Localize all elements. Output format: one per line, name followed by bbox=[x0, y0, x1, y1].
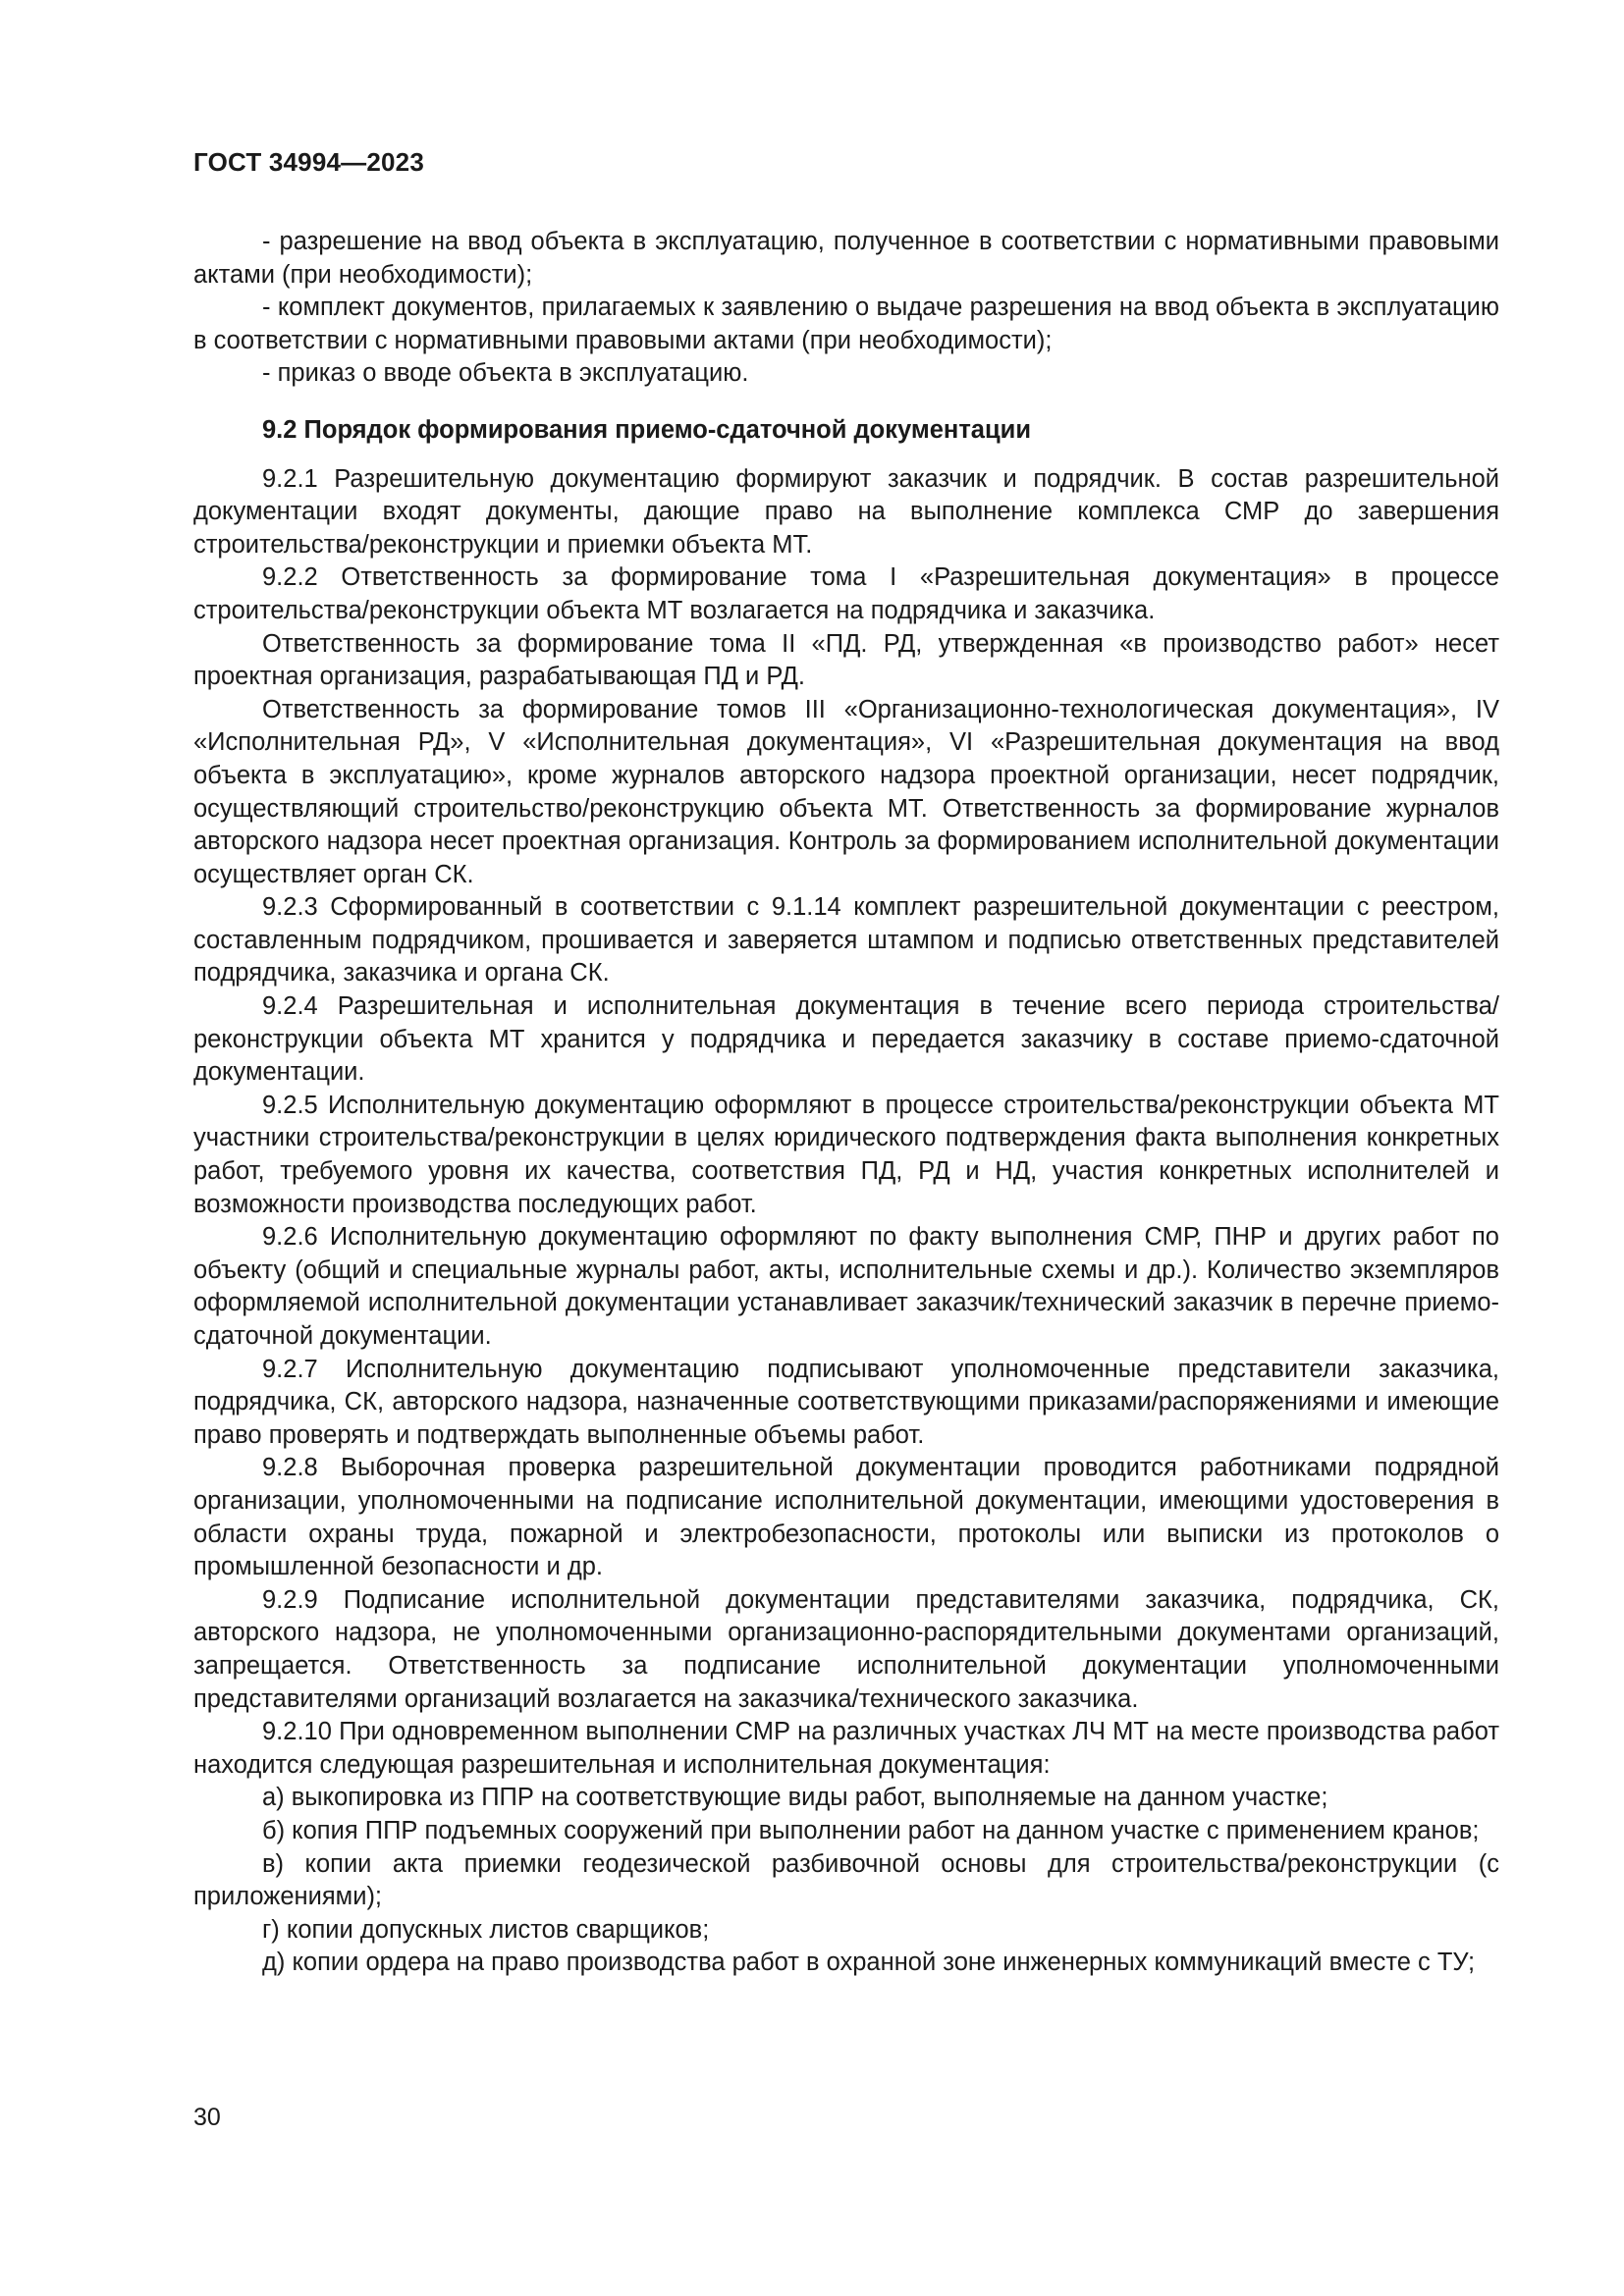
list-item: - разрешение на ввод объекта в эксплуатацию, полученное в соответствии с нормативными правовыми актами (при необходимости); bbox=[193, 228, 1499, 289]
paragraph-9-2-1: 9.2.1 Разрешительную документацию формируют заказчик и подрядчик. В состав разрешительной документации входят документы, дающие право на выполнение комплекса СМР до завершения строительства/реконструкции и приемки объекта МТ. bbox=[193, 464, 1499, 559]
paragraph-volume-ii: Ответственность за формирование тома II «ПД. РД, утвержденная «в производство работ» несет проектная организация, разрабатывающая ПД и РД. bbox=[193, 629, 1499, 691]
document-body bbox=[193, 226, 1499, 1980]
list-item-v: в) копии акта приемки геодезической разбивочной основы для строительства/реконструкции (с приложениями); bbox=[193, 1849, 1499, 1911]
list-item-a: а) выкопировка из ППР на соответствующие виды работ, выполняемые на данном участке; bbox=[262, 1784, 1328, 1812]
paragraph-9-2-6: 9.2.6 Исполнительную документацию оформляют по факту выполнения СМР, ПНР и других работ по объекту (общий и специальные журналы работ, акты, исполнительные схемы и др.). Количество экземпляров оформляемой исполнительной документации устанавливает заказчик/технический заказчик в перечне приемо-сдаточной документации. bbox=[193, 1223, 1499, 1350]
section-title: 9.2 Порядок формирования приемо-сдаточной документации bbox=[262, 415, 1032, 444]
list-item: - приказ о вводе объекта в эксплуатацию. bbox=[262, 359, 749, 388]
paragraph-volumes-iii-vi: Ответственность за формирование томов III «Организационно-технологическая документация», IV «Исполнительная РД», V «Исполнительная документация», VI «Разрешительная документация на ввод объекта в эксплуатацию», кроме журналов авторского надзора проектной организации, несет подрядчик, осуществляющий строительство/реконструкцию объекта МТ. Ответственность за формирование журналов авторского надзора несет проектная организация. Контроль за формированием исполнительной документации осуществляет орган СК. bbox=[193, 695, 1499, 888]
paragraph-9-2-2: 9.2.2 Ответственность за формирование тома I «Разрешительная документация» в процессе строительства/реконструкции объекта МТ возлагается на подрядчика и заказчика. bbox=[193, 563, 1499, 624]
paragraph-9-2-9: 9.2.9 Подписание исполнительной документации представителями заказчика, подрядчика, СК, авторского надзора, не уполномоченными организационно-распорядительными документами организаций, запрещается. Ответственность за подписание исполнительной документации уполномоченными представителями организаций возлагается на заказчика/технического заказчика. bbox=[193, 1585, 1499, 1713]
paragraph-9-2-4: 9.2.4 Разрешительная и исполнительная документация в течение всего периода строительства/реконструкции объекта МТ хранится у подрядчика и передается заказчику в составе приемо-сдаточной документации. bbox=[193, 992, 1499, 1087]
paragraph-9-2-10: 9.2.10 При одновременном выполнении СМР на различных участках ЛЧ МТ на месте производства работ находится следующая разрешительная и исполнительная документация: bbox=[193, 1718, 1499, 1779]
document-code-header: ГОСТ 34994—2023 bbox=[193, 147, 424, 177]
list-item: - комплект документов, прилагаемых к заявлению о выдаче разрешения на ввод объекта в эксплуатацию в соответствии с нормативными правовыми актами (при необходимости); bbox=[193, 294, 1499, 354]
paragraph-9-2-8: 9.2.8 Выборочная проверка разрешительной документации проводится работниками подрядной организации, уполномоченными на подписание исполнительной документации, имеющими удостоверения в области охраны труда, пожарной и электробезопасности, протоколы или выписки из протоколов о промышленной безопасности и др. bbox=[193, 1454, 1499, 1581]
list-item-g: г) копии допускных листов сварщиков; bbox=[262, 1915, 710, 1944]
paragraph-9-2-7: 9.2.7 Исполнительную документацию подписывают уполномоченные представители заказчика, подрядчика, СК, авторского надзора, назначенные соответствующими приказами/распоряжениями и имеющие право проверять и подтверждать выполненные объемы работ. bbox=[193, 1355, 1499, 1449]
paragraph-9-2-5: 9.2.5 Исполнительную документацию оформляют в процессе строительства/реконструкции объекта МТ участники строительства/реконструкции в целях юридического подтверждения факта выполнения конкретных работ, требуемого уровня их качества, соответствия ПД, РД и НД, участия конкретных исполнителей и возможности производства последующих работ. bbox=[193, 1091, 1499, 1218]
page-number: 30 bbox=[193, 2104, 221, 2131]
list-item-b: б) копия ППР подъемных сооружений при выполнении работ на данном участке с применением кранов; bbox=[262, 1816, 1480, 1844]
list-item-d: д) копии ордера на право производства работ в охранной зоне инженерных коммуникаций вместе с ТУ; bbox=[262, 1949, 1476, 1977]
paragraph-9-2-3: 9.2.3 Сформированный в соответствии с 9.1.14 комплект разрешительной документации с реестром, составленным подрядчиком, прошивается и заверяется штампом и подписью ответственных представителей подрядчика, заказчика и органа СК. bbox=[193, 893, 1499, 988]
